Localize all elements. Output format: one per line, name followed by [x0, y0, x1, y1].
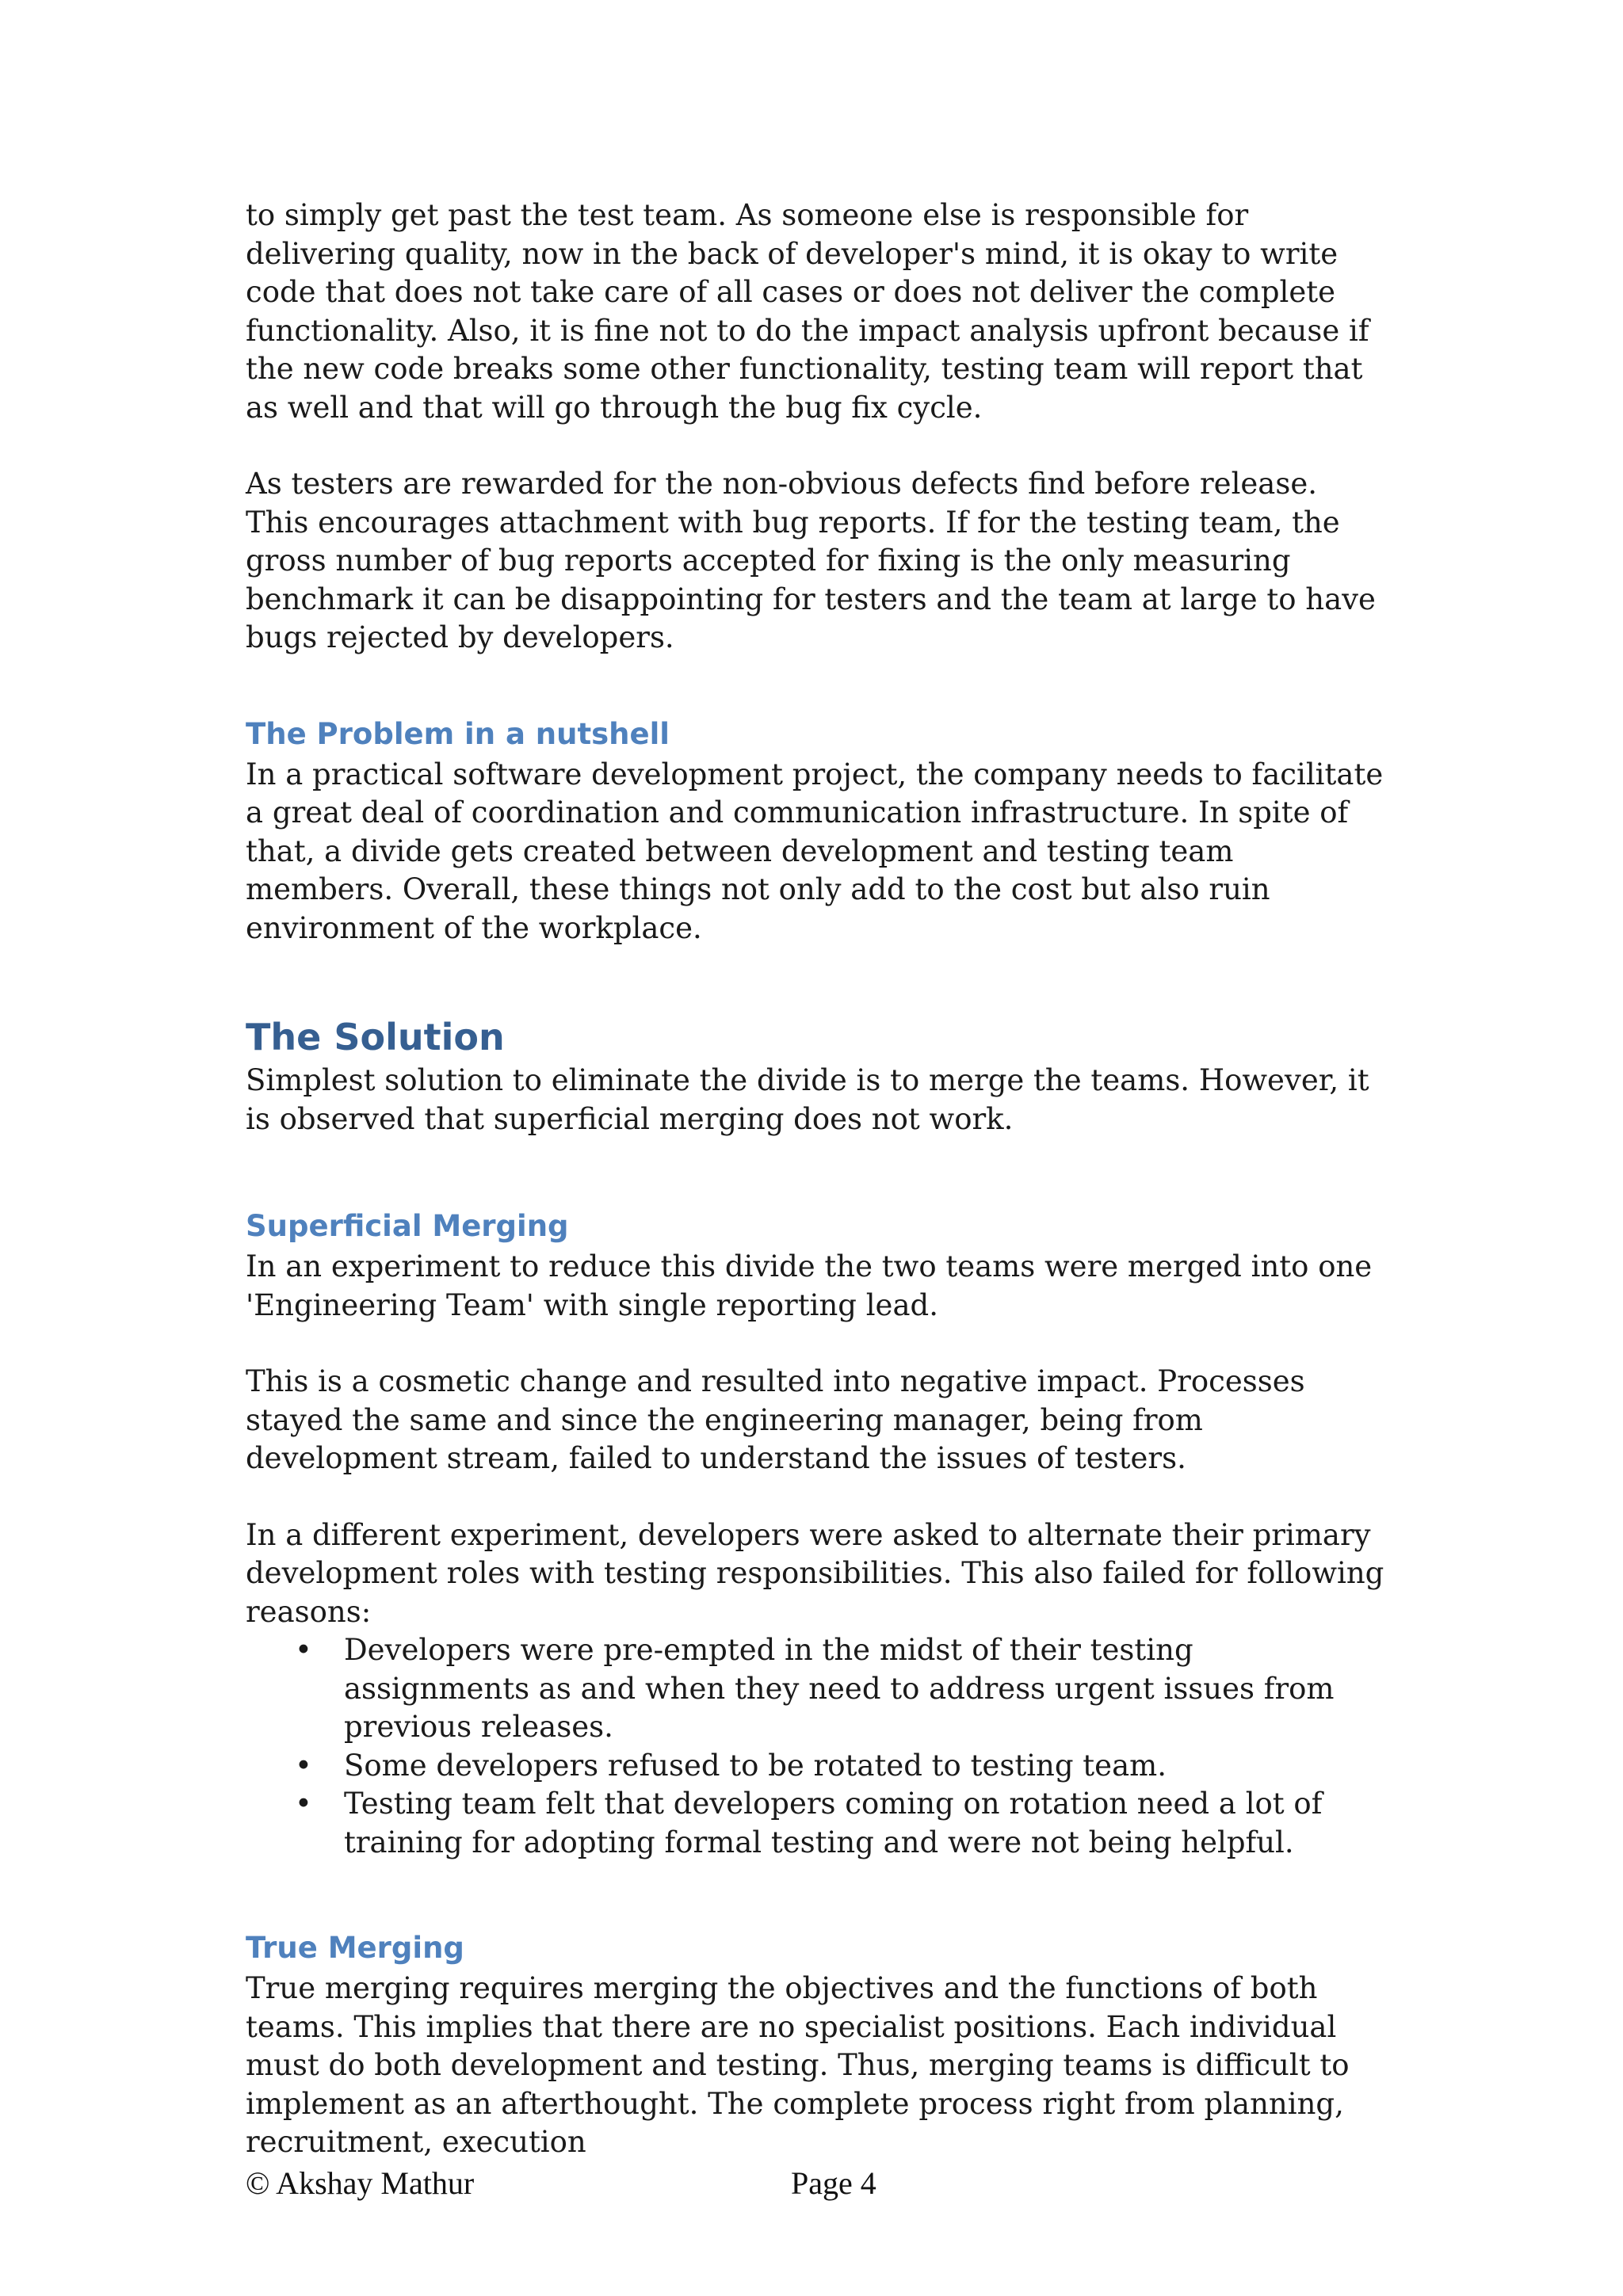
body-paragraph: True merging requires merging the objectives and the functions of both teams. This implies that there are no specialist positions. Each individual must do both development and testing. Thus, merging teams is difficult to implement as an afterthought. The complete process right from planning, recruitment, execution	[246, 1971, 1350, 2159]
section-heading-solution: The Solution	[246, 1016, 505, 1058]
body-paragraph: to simply get past the test team. As someone else is responsible for delivering quality, now in the back of developer's mind, it is okay to write code that does not take care of all cases or does not deliver the complete functionality. Also, it is fine not to do the impact analysis upfront because if the new code breaks some other functionality, testing team will report that as well and that will go through the bug fix cycle.	[246, 198, 1369, 425]
body-paragraph: In a practical software development project, the company needs to facilitate a great deal of coordination and communication infrastructure. In spite of that, a divide gets created between development and testing team members. Overall, these things not only add to the cost but also ruin environment of the workplace.	[246, 757, 1384, 945]
list-item-text: Testing team felt that developers coming on rotation need a lot of training for adopting formal testing and were not being helpful.	[344, 1787, 1323, 1859]
bullet-icon: •	[295, 1787, 312, 1821]
body-paragraph: As testers are rewarded for the non-obvious defects find before release. This encourages attachment with bug reports. If for the testing team, the gross number of bug reports accepted for fixing is the only measuring benchmark it can be disappointing for testers and the team at large to have bugs rejected by developers.	[246, 467, 1376, 654]
body-paragraph: This is a cosmetic change and resulted into negative impact. Processes stayed the same and since the engineering manager, being from development stream, failed to understand the issues of testers.	[246, 1364, 1305, 1475]
section-heading-problem: The Problem in a nutshell	[246, 716, 670, 751]
bullet-icon: •	[295, 1633, 312, 1667]
body-paragraph: In a different experiment, developers were asked to alternate their primary development roles with testing responsibilities. This also failed for following reasons:	[246, 1517, 1384, 1629]
body-paragraph: In an experiment to reduce this divide the two teams were merged into one 'Engineering Team' with single reporting lead.	[246, 1249, 1373, 1322]
body-paragraph: Simplest solution to eliminate the divide is to merge the teams. However, it is observed that superficial merging does not work.	[246, 1063, 1369, 1136]
bullet-icon: •	[295, 1748, 312, 1783]
page-content	[246, 196, 1387, 2162]
list-item	[246, 1747, 1387, 1786]
section-heading-superficial-merging: Superficial Merging	[246, 1209, 569, 1243]
section-heading-true-merging: True Merging	[246, 1931, 464, 1965]
copyright-text: © Akshay Mathur	[246, 2165, 475, 2201]
list-item-text: Developers were pre-empted in the midst of their testing assignments as and when they need to address urgent issues from previous releases.	[344, 1633, 1335, 1744]
page-number: Page 4	[791, 2165, 876, 2201]
reasons-list	[246, 1631, 1387, 1862]
list-item-text: Some developers refused to be rotated to testing team.	[344, 1748, 1167, 1783]
list-item	[246, 1631, 1387, 1747]
page-footer	[246, 2164, 1387, 2204]
list-item	[246, 1785, 1387, 1862]
